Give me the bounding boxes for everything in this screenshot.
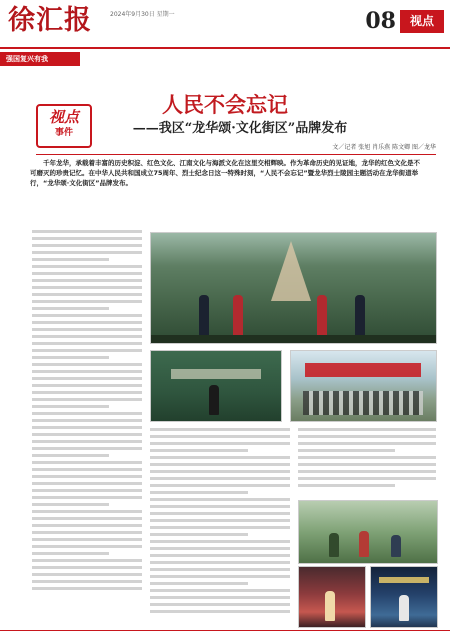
masthead [6, 2, 444, 46]
visitors-garden-photo [298, 500, 438, 564]
headline: 人民不会忘记 [162, 92, 288, 117]
byline: 文／记者 张旭 肖乐燕 陈文卿 图／龙华 [332, 144, 436, 151]
stage-dance-photo [298, 566, 366, 628]
article-column-middle [150, 428, 290, 628]
stage-ceremony-photo [150, 232, 437, 344]
lead-paragraph: 千年龙华，承载着丰富的历史积淀、红色文化、江南文化与海派文化在这里交相辉映。作为革命历史的见证地，龙华的红色文化是不可磨灭的珍贵记忆。在中华人民共和国成立75周年、烈士纪念日这一特殊时刻，“人民不会忘记”暨龙华烈士陵园主题活动在龙华街道举行，“龙华颂·文化街区”品牌发布。 [30, 159, 420, 187]
newspaper-logo: 徐汇报 [8, 5, 92, 36]
band-performance-photo [150, 350, 282, 422]
column-tag: 强国复兴有我 [0, 52, 80, 66]
badge-line-1: 视点 [48, 108, 79, 126]
page-number: 08 [365, 8, 396, 34]
subheadline: ——我区“龙华颂·文化街区”品牌发布 [132, 121, 348, 136]
byline-divider [36, 154, 436, 155]
section-label: 视点 [400, 10, 444, 33]
badge-line-2: 事件 [54, 128, 73, 138]
choir-performance-photo [290, 350, 437, 422]
night-show-photo [370, 566, 438, 628]
masthead-rule [0, 47, 450, 49]
article-column-left [32, 230, 142, 630]
footer-rule [0, 630, 450, 631]
masthead-date: 2024年9月30日 星期一 [110, 11, 175, 18]
article-column-right [298, 428, 436, 498]
